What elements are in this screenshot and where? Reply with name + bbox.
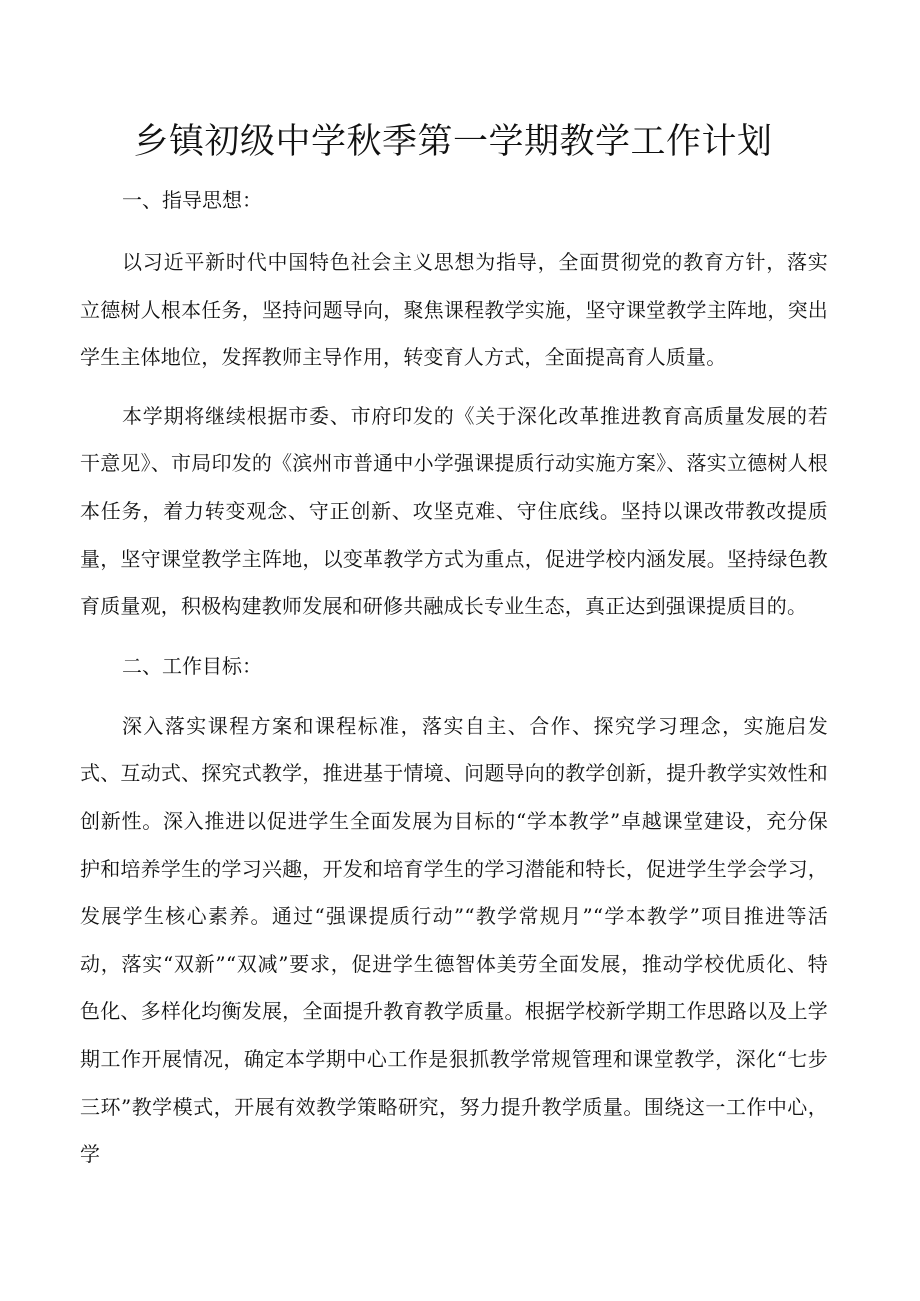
paragraph: 深入落实课程方案和课程标准，落实自主、合作、探究学习理念，实施启发式、互动式、探究式教学，推进基于情境、问题导向的教学创新，提升教学实效性和创新性。深入推进以促进学生全面发展为目标的“学本教学”卓越课堂建设，充分保护和培养学生的学习兴趣，开发和培育学生的学习潜能和特长，促进学生学会学习，发展学生核心素养。通过“强课提质行动”“教学常规月”“学本教学”项目推进等活动，落实“双新”“双减”要求，促进学生德智体美劳全面发展，推动学校优质化、特色化、多样化均衡发展，全面提升教育教学质量。根据学校新学期工作思路以及上学期工作开展情况，确定本学期中心工作是狠抓教学常规管理和课堂教学，深化“七步三环”教学模式，开展有效教学策略研究，努力提升教学质量。围绕这一工作中心，学 — [80, 713, 828, 1167]
section-heading: 一、指导思想： — [122, 188, 262, 212]
document-page — [80, 118, 828, 1179]
section-heading: 二、工作目标： — [122, 653, 262, 678]
document-title: 乡镇初级中学秋季第一学期教学工作计划 — [133, 122, 773, 162]
paragraph: 本学期将继续根据市委、市府印发的《关于深化改革推进教育高质量发展的若干意见》、市局印发的《滨州市普通中小学强课提质行动实施方案》、落实立德树人根本任务，着力转变观念、守正创新、攻坚克难、守住底线。坚持以课改带教改提质量，坚守课堂教学主阵地，以变革教学方式为重点，促进学校内涵发展。坚持绿色教育质量观，积极构建教师发展和研修共融成长专业生态，真正达到强课提质目的。 — [80, 403, 828, 619]
paragraph: 以习近平新时代中国特色社会主义思想为指导，全面贯彻党的教育方针，落实立德树人根本任务，坚持问题导向，聚焦课程教学实施，坚守课堂教学主阵地，突出学生主体地位，发挥教师主导作用，转变育人方式，全面提高育人质量。 — [80, 250, 828, 370]
section-work-goals — [80, 654, 828, 1179]
section-guiding-ideology — [80, 188, 828, 631]
